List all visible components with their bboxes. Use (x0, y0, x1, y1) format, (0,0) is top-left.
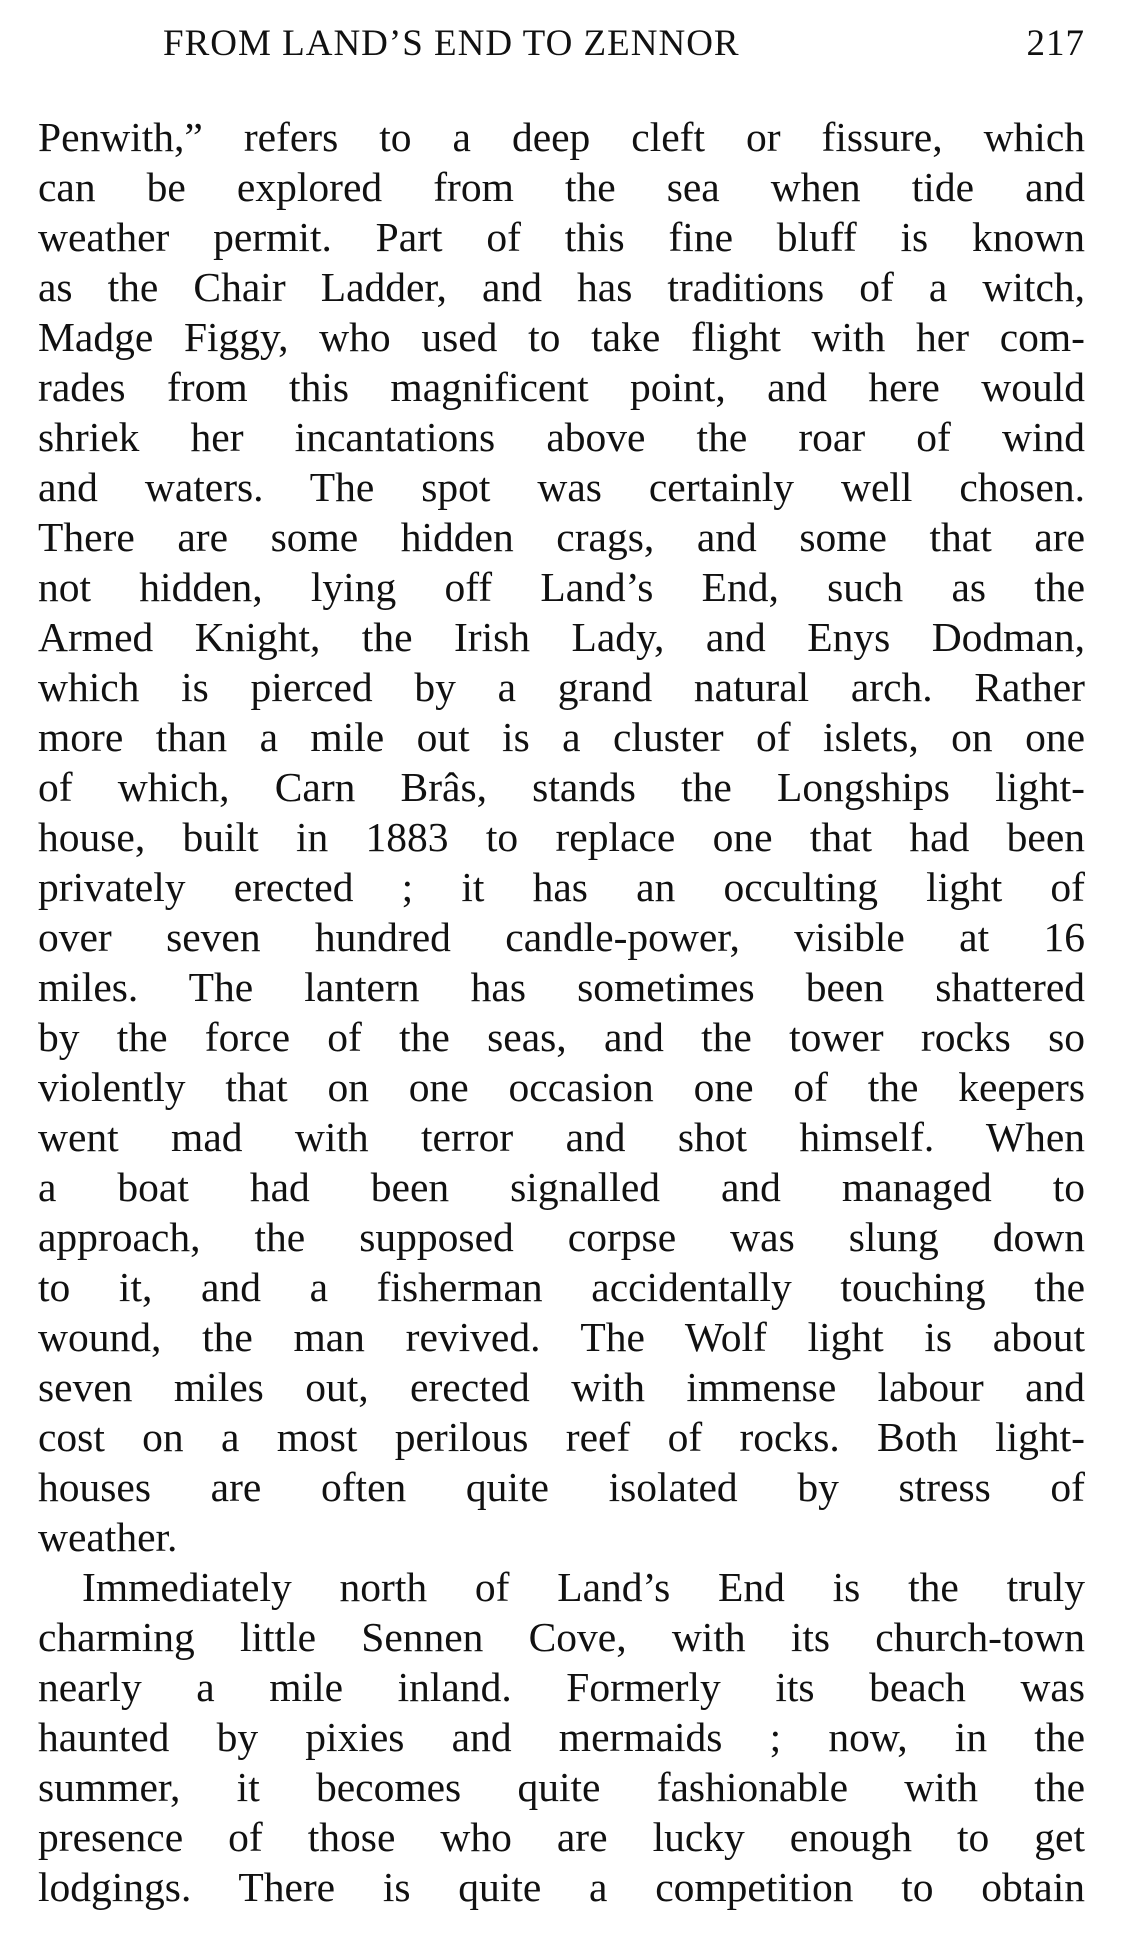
body-text (38, 112, 1085, 1912)
text-line: went mad with terror and shot himself. When (38, 1114, 1085, 1160)
text-line: and waters. The spot was certainly well chosen. (38, 464, 1085, 510)
text-line: by the force of the seas, and the tower rocks so (38, 1014, 1085, 1060)
text-line: presence of those who are lucky enough to get (38, 1814, 1085, 1860)
text-line: Immediately north of Land’s End is the truly (82, 1564, 1085, 1610)
text-line: haunted by pixies and mermaids ; now, in the (38, 1714, 1085, 1760)
running-title: FROM LAND’S END TO ZENNOR (163, 23, 740, 64)
text-line: summer, it becomes quite fashionable with the (38, 1764, 1085, 1810)
text-line: which is pierced by a grand natural arch. Rather (38, 664, 1085, 710)
text-line: seven miles out, erected with immense labour and (38, 1364, 1085, 1410)
text-line: approach, the supposed corpse was slung down (38, 1214, 1085, 1260)
text-line: house, built in 1883 to replace one that had been (38, 814, 1085, 860)
text-line: houses are often quite isolated by stress of (38, 1464, 1085, 1510)
text-line: privately erected ; it has an occulting light of (38, 864, 1085, 910)
text-line: to it, and a fisherman accidentally touching the (38, 1264, 1085, 1310)
paragraph (38, 1562, 1085, 1912)
text-line: can be explored from the sea when tide and (38, 164, 1085, 210)
text-line: as the Chair Ladder, and has traditions of a witch, (38, 264, 1085, 310)
text-line: over seven hundred candle-power, visible at 16 (38, 914, 1085, 960)
text-line: not hidden, lying off Land’s End, such as the (38, 564, 1085, 610)
text-line: Penwith,” refers to a deep cleft or fissure, which (38, 114, 1085, 160)
text-line: Madge Figgy, who used to take flight with her com- (38, 314, 1085, 360)
running-head (163, 14, 1085, 74)
text-line: of which, Carn Brâs, stands the Longships light- (38, 764, 1085, 810)
text-line: more than a mile out is a cluster of islets, on one (38, 714, 1085, 760)
text-line: weather permit. Part of this fine bluff is known (38, 214, 1085, 260)
page-number: 217 (1026, 23, 1085, 64)
text-line: There are some hidden crags, and some that are (38, 514, 1085, 560)
text-line: miles. The lantern has sometimes been shattered (38, 964, 1085, 1010)
paragraph (38, 112, 1085, 1562)
text-line: cost on a most perilous reef of rocks. Both light- (38, 1414, 1085, 1460)
text-line: charming little Sennen Cove, with its church-town (38, 1614, 1085, 1660)
text-line: lodgings. There is quite a competition to obtain (38, 1864, 1085, 1910)
text-line: shriek her incantations above the roar of wind (38, 414, 1085, 460)
text-line: a boat had been signalled and managed to (38, 1164, 1085, 1210)
text-line: violently that on one occasion one of the keepers (38, 1064, 1085, 1110)
text-line: rades from this magnificent point, and here would (38, 364, 1085, 410)
text-line: wound, the man revived. The Wolf light is about (38, 1314, 1085, 1360)
text-line: nearly a mile inland. Formerly its beach was (38, 1664, 1085, 1710)
text-line: weather. (38, 1514, 178, 1560)
text-line: Armed Knight, the Irish Lady, and Enys Dodman, (38, 614, 1085, 660)
